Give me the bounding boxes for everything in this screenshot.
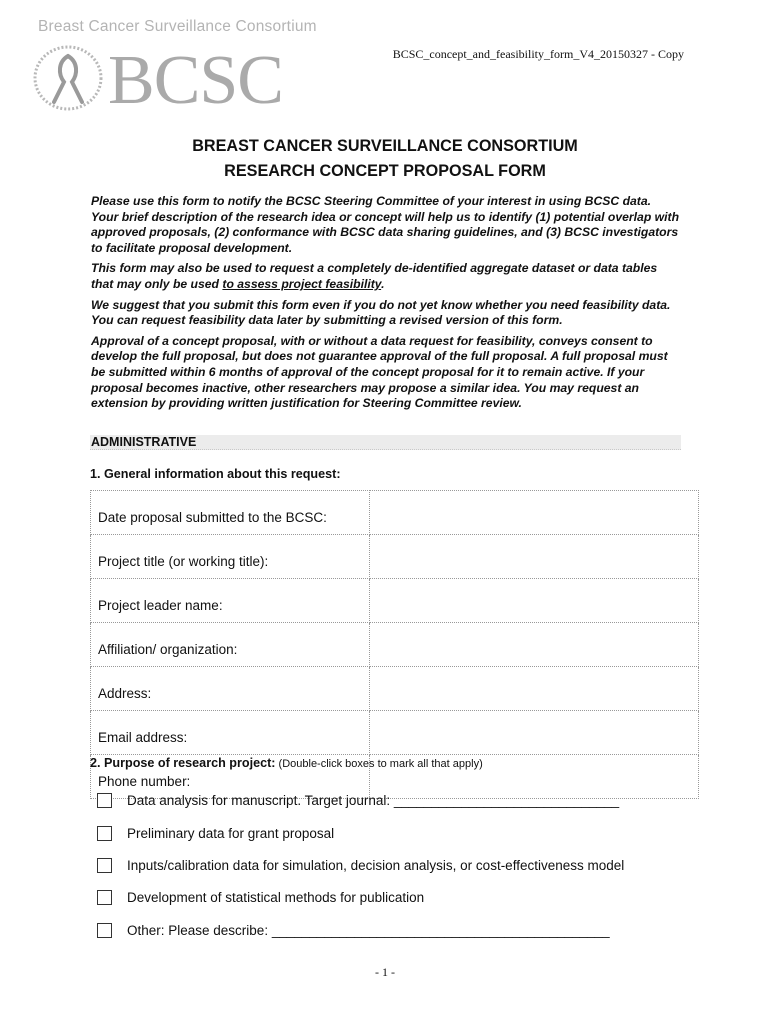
page-number: - 1 - xyxy=(375,965,395,979)
logo-subtitle: Breast Cancer Surveillance Consortium xyxy=(38,18,317,35)
title-line-1: BREAST CANCER SURVEILLANCE CONSORTIUM xyxy=(192,137,578,155)
intro-paragraph-4: Approval of a concept proposal, with or without a data request for feasibility, conveys consent to develop the full proposal, but does not guarantee approval of the full proposal. A full proposal must be submitted within 6 months of approval of the concept proposal for it to remain active. If your proposal becomes inactive, other researchers may propose a similar idea. You may request an extension by providing written justification for Steering Committee review. xyxy=(91,333,668,411)
info-row-input[interactable] xyxy=(370,623,699,667)
checkbox[interactable] xyxy=(97,793,112,808)
checkbox[interactable] xyxy=(97,826,112,841)
info-row xyxy=(91,491,699,535)
purpose-option-label: Other: Please describe: _____________________________________________ xyxy=(127,923,610,938)
purpose-option-label: Data analysis for manuscript. Target journal: ______________________________ xyxy=(127,793,620,808)
question-2-heading xyxy=(90,756,483,770)
checkbox[interactable] xyxy=(97,890,112,905)
info-row-label: Project title (or working title): xyxy=(91,535,370,579)
logo-mark: BCSC xyxy=(108,42,283,119)
info-row-input[interactable] xyxy=(370,667,699,711)
intro-p2-underlined: to assess project feasibility xyxy=(222,276,382,291)
intro-paragraph-2 xyxy=(91,261,681,292)
form-title xyxy=(0,134,770,184)
question-2-note: (Double-click boxes to mark all that apply) xyxy=(275,758,483,770)
section-header-administrative xyxy=(90,435,681,450)
file-name: BCSC_concept_and_feasibility_form_V4_20150327 - Copy xyxy=(392,47,684,61)
purpose-option-label: Development of statistical methods for publication xyxy=(127,890,425,905)
intro-p2-end: . xyxy=(381,276,385,291)
info-row-label: Project leader name: xyxy=(91,579,370,623)
info-row-label: Affiliation/ organization: xyxy=(91,623,370,667)
info-row-label: Address: xyxy=(91,667,370,711)
section-title: ADMINISTRATIVE xyxy=(91,435,197,449)
intro-paragraph-1: Please use this form to notify the BCSC Steering Committee of your interest in using BCSC data. Your brief description of the research idea or concept will help us to identify (1) potential overlap with approved proposals, (2) conformance with BCSC data sharing guidelines, and (3) BCSC investigators to facilitate proposal development. xyxy=(91,194,680,255)
ribbon-icon xyxy=(32,44,104,112)
info-row-input[interactable] xyxy=(370,535,699,579)
info-row-label: Phone number: xyxy=(91,755,370,799)
intro-paragraph-3: We suggest that you submit this form even if you do not yet know whether you need feasibility data. You can request feasibility data later by submitting a revised version of this form. xyxy=(91,297,671,328)
question-1-heading: 1. General information about this request: xyxy=(90,467,341,481)
info-row-input[interactable] xyxy=(370,579,699,623)
general-info-table xyxy=(90,490,699,799)
title-line-2: RESEARCH CONCEPT PROPOSAL FORM xyxy=(224,162,546,180)
info-row xyxy=(91,579,699,623)
checkbox[interactable] xyxy=(97,923,112,938)
checkbox[interactable] xyxy=(97,858,112,873)
purpose-option-label: Preliminary data for grant proposal xyxy=(127,826,335,841)
info-row-input[interactable] xyxy=(370,711,699,755)
info-row-label: Date proposal submitted to the BCSC: xyxy=(91,491,370,535)
intro-p2-text: This form may also be used to request a completely de-identified aggregate dataset or data tables that may only be used xyxy=(91,261,658,291)
info-row xyxy=(91,711,699,755)
purpose-option-label: Inputs/calibration data for simulation, decision analysis, or cost-effectiveness model xyxy=(127,858,625,873)
info-row xyxy=(91,535,699,579)
info-row xyxy=(91,623,699,667)
bcsc-logo xyxy=(32,18,317,119)
intro-text xyxy=(91,194,681,417)
info-row-input[interactable] xyxy=(370,491,699,535)
info-row-label: Email address: xyxy=(91,711,370,755)
info-row xyxy=(91,667,699,711)
question-2-title: 2. Purpose of research project: xyxy=(90,756,276,770)
